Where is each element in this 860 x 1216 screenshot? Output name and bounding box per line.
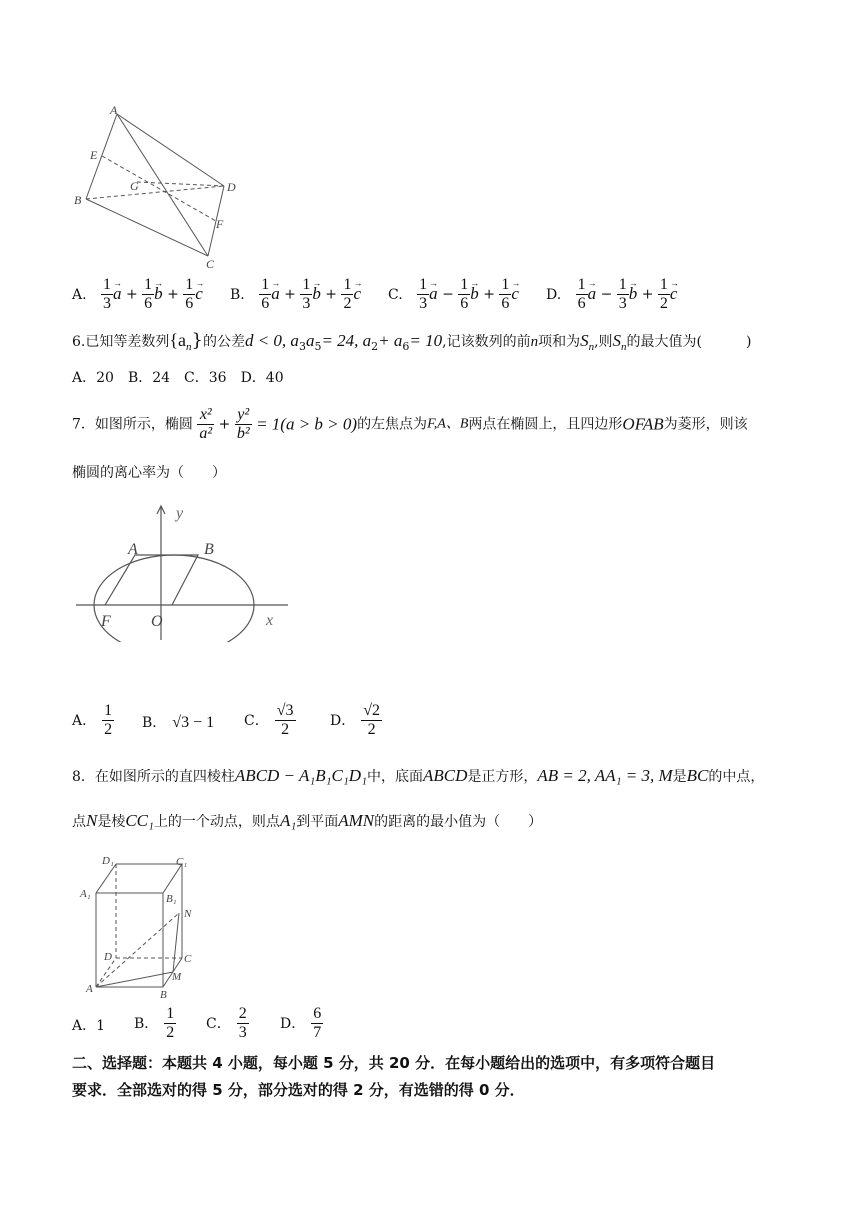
q7-pts: F,A、B: [427, 416, 469, 432]
label-A1: A₁: [80, 888, 91, 900]
fig5-label-C: C: [206, 257, 215, 271]
option-letter: D．: [330, 712, 356, 729]
frac-num: 1: [618, 276, 627, 293]
q6-option-c[interactable]: C．36: [184, 370, 227, 386]
frac-den: 6: [460, 295, 469, 312]
sign: −: [600, 286, 613, 303]
option-letter: C．: [244, 712, 269, 729]
q6-option-a[interactable]: A．20: [72, 370, 114, 386]
point-A-label: A: [128, 541, 138, 558]
option-letter: B.: [230, 286, 245, 303]
option-letter: B．: [142, 715, 167, 731]
q6-sub: 3: [298, 339, 306, 353]
frac-den: 6: [501, 295, 510, 312]
sign: +: [325, 286, 338, 303]
frac-den: 3: [238, 1024, 247, 1041]
vector-a: → a: [429, 284, 438, 304]
q8-math: AMN: [338, 811, 375, 830]
q7-quad: OFAB: [622, 414, 664, 434]
q7-option-a[interactable]: [72, 702, 114, 739]
option-letter: C.: [388, 286, 403, 303]
fig5-label-E: E: [90, 148, 98, 162]
vector-c: → c: [670, 284, 678, 304]
frac-num: 1: [577, 276, 586, 293]
fig5-label-G: G: [130, 179, 139, 193]
label-B: B: [160, 989, 167, 1000]
label-C1: C₁: [176, 856, 188, 868]
frac-den: 2: [281, 721, 290, 738]
frac-den: 3: [618, 295, 627, 312]
option-letter: B．: [134, 1015, 159, 1032]
q7-options: [72, 702, 472, 750]
ellipse-figure: [70, 502, 290, 642]
frac-num: 1: [261, 276, 270, 293]
question-6: [72, 330, 751, 357]
q7-text: 7．如图所示，椭圆: [72, 416, 193, 433]
q6-sub: n: [588, 340, 595, 353]
label-C: C: [184, 953, 192, 965]
q8-option-d[interactable]: [280, 1005, 323, 1042]
frac-den: a²: [199, 425, 213, 442]
sign: +: [483, 286, 495, 303]
q6-sub: n: [621, 340, 627, 353]
section-2-instructions: [72, 1050, 812, 1104]
q6-options: [72, 368, 284, 388]
q6-cond: = 24, a: [321, 331, 372, 350]
question-8-line2: [72, 811, 542, 832]
tetrahedron-figure: [70, 104, 250, 274]
q6-text: ,记该数列的前: [442, 334, 531, 350]
sign: +: [125, 286, 138, 303]
label-D: D: [104, 951, 112, 963]
q6-sub: 5: [314, 339, 322, 353]
frac-den: 2: [659, 295, 668, 312]
prism-figure: [78, 852, 198, 1000]
frac-den: 2: [104, 721, 113, 738]
q8-math: ABCD: [423, 766, 468, 785]
q8-math: A₁: [279, 811, 297, 830]
q7-line2: 椭圆的离心率为（ ）: [72, 465, 226, 481]
q8-text: 的距离的最小值为（ ）: [374, 814, 543, 830]
frac-num: √3: [276, 702, 294, 719]
frac-num: 1: [185, 276, 194, 293]
point-B-label: B: [204, 541, 214, 558]
frac-num: 1: [460, 276, 469, 293]
frac-den: 3: [103, 295, 112, 312]
q7-option-b[interactable]: [142, 702, 214, 744]
frac-num: 2: [238, 1005, 247, 1022]
q8-text: 是: [672, 769, 687, 785]
question-7: [72, 406, 748, 443]
option-letter: A.: [72, 286, 87, 303]
fig5-label-F: F: [216, 217, 224, 231]
q6-S: S: [612, 331, 622, 350]
point-O-label: O: [151, 613, 163, 630]
q7-option-c[interactable]: [244, 702, 296, 739]
vector-b: → b: [154, 284, 163, 304]
q6-sub: 2: [371, 339, 379, 353]
q6-option-d[interactable]: D．40: [240, 370, 284, 386]
q6-cond: d < 0, a: [244, 331, 299, 350]
frac-num: 6: [313, 1005, 322, 1022]
frac-den: 2: [343, 295, 352, 312]
question-8: [72, 766, 764, 787]
sign: +: [284, 286, 296, 303]
q8-math: N: [86, 811, 98, 830]
vector-a: → a: [588, 284, 597, 304]
axis-y-label: y: [176, 505, 184, 522]
vector-c: → c: [195, 284, 203, 304]
q8-math: AB = 2, AA₁ = 3, M: [537, 766, 673, 785]
q8-text: 中，底面: [367, 769, 423, 785]
point-F-label: F: [101, 613, 111, 630]
q6-sub: 6: [402, 339, 410, 353]
q8-text: 是棱: [97, 814, 126, 830]
q6-option-b[interactable]: B．24: [127, 370, 171, 386]
q8-text: 点: [72, 814, 86, 830]
q8-options: [72, 1005, 392, 1049]
q5-option-d[interactable]: [546, 276, 677, 313]
frac-den: 6: [185, 295, 194, 312]
q5-options: [72, 276, 772, 316]
frac-num: x²: [197, 406, 214, 425]
q8-text: 到平面: [296, 814, 339, 830]
q6-cond: a: [305, 331, 315, 350]
label-D1: D₁: [102, 855, 114, 867]
q6-text: ,则: [594, 334, 613, 350]
q8-option-a[interactable]: A．1: [72, 1018, 106, 1034]
frac-den: 7: [313, 1024, 322, 1041]
label-B1: B₁: [166, 893, 177, 905]
q6-S: S: [580, 331, 589, 350]
q6-cond: = 10: [409, 331, 443, 350]
q7-text: 两点在椭圆上，且四边形: [468, 416, 623, 433]
sign: +: [167, 286, 179, 303]
axis-x-label: x: [266, 612, 274, 629]
frac-den: 6: [261, 295, 270, 312]
label-A: A: [86, 983, 93, 995]
fig5-label-B: B: [74, 193, 82, 207]
frac-den: 3: [302, 295, 311, 312]
q7-plus: +: [218, 416, 231, 433]
label-M: M: [172, 971, 182, 983]
q8-text: 上的一个动点，则点: [153, 814, 280, 830]
vector-b: → b: [470, 284, 479, 304]
q5-option-b[interactable]: [230, 276, 361, 313]
q6-seq-close: }: [191, 330, 203, 351]
frac-num: 1: [302, 276, 311, 293]
section-2-line2: 要求．全部选对的得 5 分，部分选对的得 2 分，有选错的得 0 分．: [72, 1081, 525, 1099]
frac-num: 1: [419, 276, 428, 293]
q8-math: CC₁: [125, 811, 154, 830]
sign: +: [641, 286, 654, 303]
frac-den: b²: [236, 425, 250, 442]
frac-den: 6: [577, 295, 586, 312]
label-N: N: [184, 908, 192, 920]
q6-text: ): [746, 334, 752, 350]
q8-text: 是正方形，: [467, 769, 538, 785]
q6-text: 6.已知等差数列: [72, 334, 170, 350]
q6-text: 的最大值为(: [626, 334, 703, 350]
sign: −: [442, 286, 454, 303]
frac-num: 1: [104, 702, 113, 719]
option-letter: C．: [206, 1015, 231, 1032]
vector-c: → c: [511, 284, 519, 304]
fig5-label-D: D: [227, 180, 236, 194]
vector-b: → b: [629, 284, 638, 304]
q8-math: BC: [686, 766, 709, 785]
q8-text: 的中点，: [708, 769, 765, 785]
q8-option-c[interactable]: [206, 1005, 249, 1042]
q7-option-d[interactable]: [330, 702, 382, 739]
option-value: √3 − 1: [172, 714, 215, 731]
frac-num: 1: [103, 276, 112, 293]
option-letter: D．: [280, 1015, 306, 1032]
frac-num: √2: [363, 702, 381, 719]
q6-n: n: [530, 334, 539, 350]
q5-option-a[interactable]: [72, 276, 203, 313]
frac-num: 1: [166, 1005, 175, 1022]
option-letter: D.: [546, 286, 562, 303]
frac-num: y²: [235, 406, 252, 425]
frac-num: 1: [343, 276, 352, 293]
q6-seq: {a: [169, 330, 186, 350]
q8-math: ABCD − A₁B₁C₁D₁: [234, 766, 367, 785]
fig5-label-A: A: [110, 104, 118, 117]
vector-a: → a: [113, 284, 122, 304]
q7-eq: = 1(a > b > 0): [256, 414, 358, 434]
frac-den: 2: [166, 1024, 175, 1041]
q6-text: 项和为: [538, 334, 581, 350]
frac-num: 1: [659, 276, 668, 293]
vector-c: → c: [353, 284, 361, 304]
q5-option-c[interactable]: [388, 276, 519, 313]
frac-num: 1: [144, 276, 153, 293]
q8-text: 8．在如图所示的直四棱柱: [72, 769, 235, 785]
q7-text: 的左焦点为: [357, 416, 428, 433]
frac-num: 1: [501, 276, 510, 293]
q8-option-b[interactable]: [134, 1005, 176, 1042]
q6-seq-sub: n: [186, 340, 192, 353]
frac-den: 6: [144, 295, 153, 312]
section-2-line1: 二、选择题：本题共 4 小题，每小题 5 分，共 20 分．在每小题给出的选项中，有多项符合题目: [72, 1054, 716, 1072]
vector-b: → b: [312, 284, 321, 304]
q6-text: 的公差: [202, 334, 245, 350]
frac-den: 3: [419, 295, 428, 312]
q6-cond: + a: [378, 331, 403, 350]
vector-a: → a: [271, 284, 280, 304]
option-letter: A．: [72, 712, 97, 729]
frac-den: 2: [367, 721, 376, 738]
q7-text: 为菱形，则该: [663, 416, 748, 433]
